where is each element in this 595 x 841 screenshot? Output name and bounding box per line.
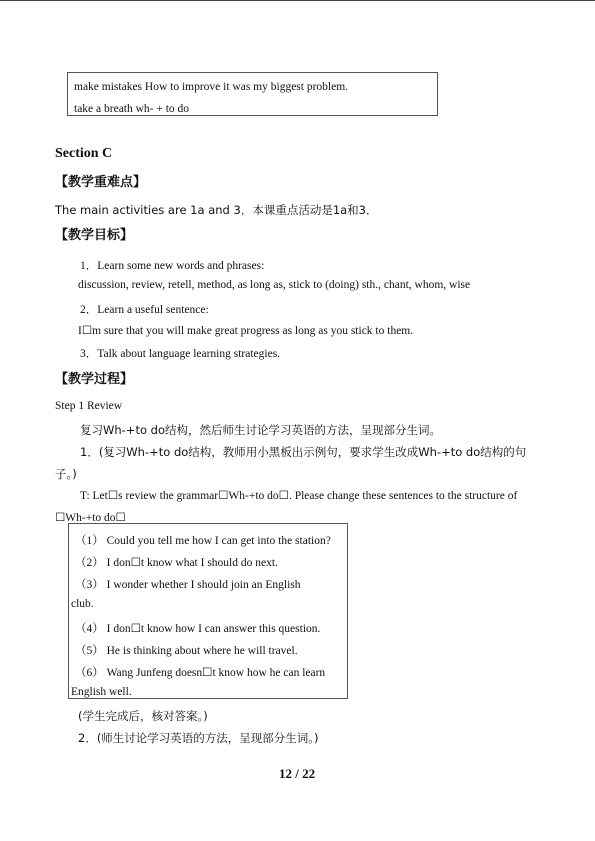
section-title: Section C (55, 146, 113, 161)
process-heading: 【教学过程】 (55, 372, 134, 387)
exercise-item: （2） I don☐t know what I should do next. (75, 557, 278, 569)
exercise-item: （4） I don☐t know how I can answer this question. (75, 623, 321, 635)
goals-heading: 【教学目标】 (55, 228, 134, 243)
step-1-title: Step 1 Review (55, 400, 123, 412)
exercise-item: （6） Wang Junfeng doesn☐t know how he can learn (75, 667, 326, 679)
after-note: (学生完成后，核对答案。) (78, 709, 208, 723)
exercise-item: （3） I wonder whether I should join an English (75, 579, 301, 591)
process-paragraph: 复习Wh-+to do结构，然后师生讨论学习英语的方法，呈现部分生词。 (80, 423, 441, 437)
process-paragraph: ☐Wh-+to do☐ (55, 512, 126, 524)
goal-item: 1．Learn some new words and phrases: (80, 260, 265, 272)
key-points-text: The main activities are 1a and 3．本课重点活动是1a和3． (55, 203, 378, 217)
goal-item: I☐m sure that you will make great progress as long as you stick to them. (78, 325, 414, 337)
process-paragraph: T: Let☐s review the grammar☐Wh-+to do☐. Please change these sentences to the structure of (80, 490, 518, 502)
process-paragraph: 子。) (55, 467, 77, 481)
goal-item: 2．Learn a useful sentence: (80, 304, 209, 316)
after-note: 2．(师生讨论学习英语的方法，呈现部分生词。) (78, 731, 319, 745)
exercise-item: English well. (71, 686, 132, 698)
page-number: 12 / 22 (279, 766, 316, 781)
top-border-line (0, 0, 595, 1)
exercise-item: （1） Could you tell me how I can get into the station? (75, 535, 331, 547)
exercise-item: （5） He is thinking about where he will travel. (75, 645, 298, 657)
vocabulary-line-2: take a breath wh- + to do (74, 103, 190, 115)
key-points-heading: 【教学重难点】 (55, 175, 147, 190)
vocabulary-line-1: make mistakes How to improve it was my biggest problem. (74, 81, 349, 93)
goal-item: discussion, review, retell, method, as long as, stick to (doing) sth., chant, whom, wise (78, 279, 471, 291)
process-paragraph: 1．(复习Wh-+to do结构，教师用小黑板出示例句，要求学生改成Wh-+to do结构的句 (80, 445, 527, 459)
goal-item: 3．Talk about language learning strategies. (80, 348, 281, 360)
exercise-item: club. (71, 598, 94, 610)
